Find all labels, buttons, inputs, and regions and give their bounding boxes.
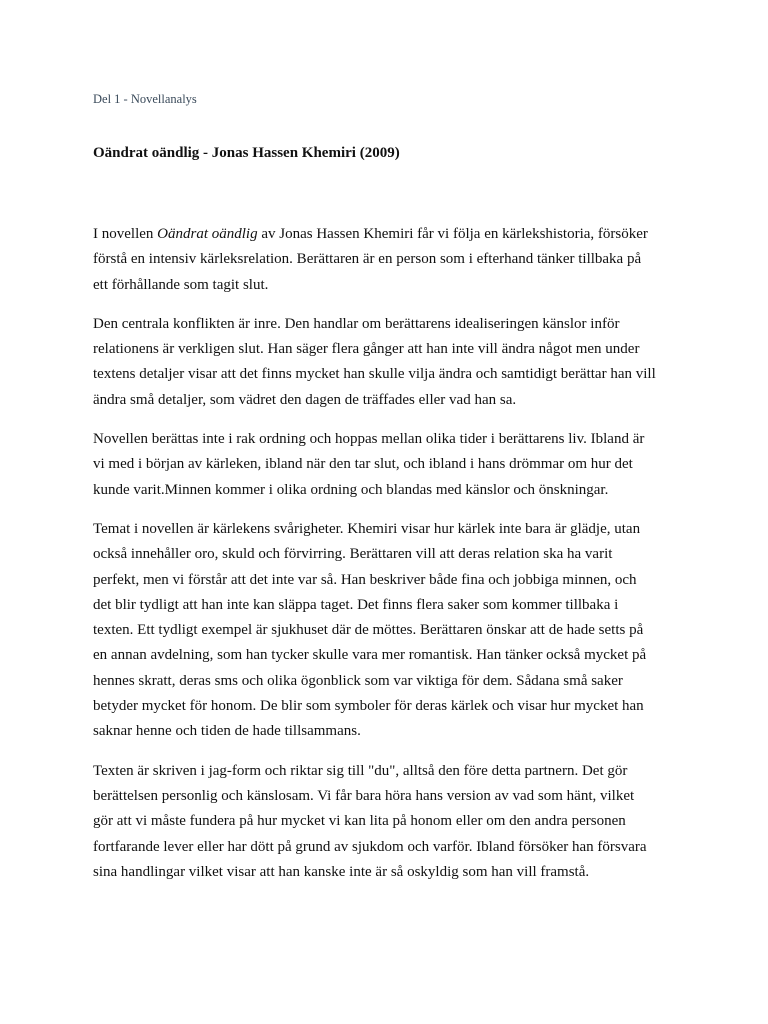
text-line: ett förhållande som tagit slut. [93,276,269,293]
text-line: sina handlingar vilket visar att han kanske inte är så oskyldig som han vill framstå. [93,863,590,880]
work-title: Oändrat oändlig [157,226,258,242]
paragraph-narrative-voice [93,759,693,885]
document-body [93,222,693,899]
text-line: perfekt, men vi förstår att det inte var så. Han beskriver både fina och jobbiga minnen, och [93,571,637,588]
text-line: Den centrala konflikten är inre. Den handlar om berättarens idealiseringen känslor inför [93,315,620,332]
section-label: Del 1 - Novellanalys [93,92,197,106]
text-line: också innehåller oro, skuld och förvirring. Berättaren vill att deras relation ska ha varit [93,546,613,563]
text-line: textens detaljer visar att det finns mycket han skulle vilja ändra och samtidigt berättar han vill [93,366,656,383]
text-line: gör att vi måste fundera på hur mycket vi kan lita på honom eller om den andra personen [93,813,626,830]
text-line: texten. Ett tydligt exempel är sjukhuset där de möttes. Berättaren önskar att de hade setts på [93,622,644,639]
text-line: det blir tydligt att han inte kan släppa taget. Det finns flera saker som kommer tillbaka i [93,596,619,613]
text-line: I novellen Oändrat oändlig av Jonas Hassen Khemiri får vi följa en kärlekshistoria, försöker [93,226,648,242]
text-line: kunde varit.Minnen kommer i olika ordning och blandas med känslor och önskningar. [93,481,609,498]
text-line: hennes skratt, deras sms och olika ögonblick som var viktiga för dem. Sådana små saker [93,672,623,689]
text-line: ändra små detaljer, som vädret den dagen de träffades eller vad han sa. [93,391,517,408]
text-line: Novellen berättas inte i rak ordning och hoppas mellan olika tider i berättarens liv. Ibland är [93,431,645,448]
text-line: förstå en intensiv kärleksrelation. Berättaren är en person som i efterhand tänker tillbaka på [93,251,642,268]
paragraph-theme [93,517,693,745]
paragraph-intro [93,222,693,298]
text-line: vi med i början av kärleken, ibland när den tar slut, och ibland i hans drömmar om hur det [93,456,633,473]
text-line: Texten är skriven i jag-form och riktar sig till "du", alltså den före detta partnern. Det gör [93,762,628,779]
text-line: fortfarande lever eller har dött på grund av sjukdom och varför. Ibland försöker han försvara [93,838,647,855]
text-line: betyder mycket för honom. De blir som symboler för deras kärlek och visar hur mycket han [93,698,644,715]
paragraph-structure [93,427,693,503]
text-line: en annan avdelning, som han tycker skulle vara mer romantisk. Han tänker också mycket på [93,647,647,664]
paragraph-conflict [93,312,693,413]
text-line: relationens är verkligen slut. Han säger flera gånger att han inte vill ändra något men under [93,341,640,358]
text-line: Temat i novellen är kärlekens svårigheter. Khemiri visar hur kärlek inte bara är glädje, utan [93,520,641,537]
text-line: berättelsen personlig och känslosam. Vi får bara höra hans version av vad som hänt, vilket [93,787,635,804]
document-title: Oändrat oändlig - Jonas Hassen Khemiri (2009) [93,145,400,161]
text-line: saknar henne och tiden de hade tillsammans. [93,723,361,740]
